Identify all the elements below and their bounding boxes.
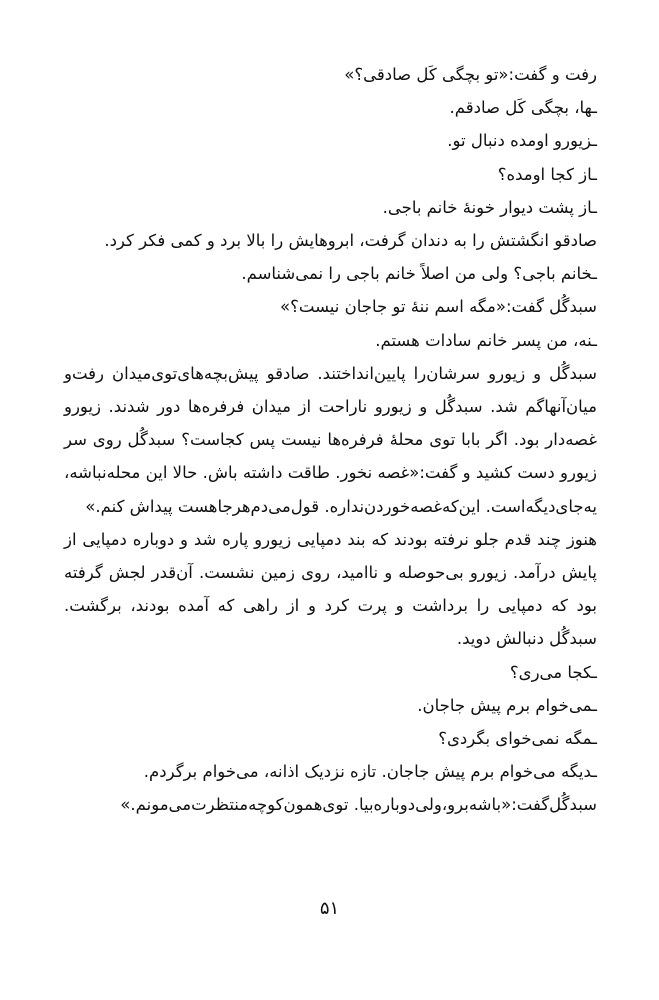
text-line: ـنه، من پسر خانم سادات هستم. [375, 330, 597, 350]
text-line: ـها، بچگی کَل صادقم. [449, 98, 597, 118]
paragraph: سبدگُل و زیورو سرشان‌را پایین‌انداختند. صادقو پیش‌بچه‌های‌توی‌میدان رفت‌و میان‌آنها‌گم شد. سبدگُل و زیورو ناراحت از میدان فرفره‌ها دور شدند. زیورو غصه‌دار بود. اگر بابا توی محلهٔ فرفره‌ها نیست پس کجاست؟ سبدگُل روی سر زیورو دست کشید و گفت:«غصه نخور. طاقت داشته باش. حالا این محله‌نباشه، یه‌جای‌دیگه‌است. این‌که‌غصه‌خوردن‌نداره. قول‌می‌دم‌هرجاهست پیداش کنم.» [64, 363, 597, 516]
page-number: ۵۱ [319, 898, 340, 919]
text-line: سبدگُل‌گفت:«باشه‌برو،ولی‌دوباره‌بیا. توی‌همون‌کوچه‌منتظرت‌می‌مونم.» [120, 795, 597, 815]
text-line: ـزیورو اومده دنبال تو. [447, 131, 597, 151]
text-line: ـکجا می‌ری؟ [509, 662, 597, 682]
text-line: ـخانم باجی؟ ولی من اصلاً خانم باجی را نمی‌شناسم. [241, 264, 597, 284]
text-line: سبدگُل گفت:«مگه اسم ننهٔ تو جاجان نیست؟» [280, 297, 597, 317]
text-line: ـدیگه می‌خوام برم پیش جاجان. تازه نزدیک اذانه، می‌خوام برگردم. [143, 762, 597, 782]
text-line: ـاز پشت دیوار خونهٔ خانم باجی. [382, 197, 597, 217]
text-line: صادقو انگشتش را به دندان گرفت، ابروهایش را بالا برد و کمی فکر کرد. [104, 231, 597, 251]
paragraph: هنوز چند قدم جلو نرفته بودند که بند دمپایی زیورو پاره شد و دوباره دمپایی از پایش درآمد. زیورو بی‌حوصله و ناامید، روی زمین نشست. آن‌قدر لجش گرفته بود که دمپایی را برداشت و پرت کرد و از راهی که آمده بودند، برگشت. سبدگُل دنبالش دوید. [64, 529, 597, 649]
text-line: ـمی‌خوام برم پیش جاجان. [417, 695, 597, 715]
text-line: رفت و گفت:«تو بچگی کَل صادقی؟» [344, 65, 597, 84]
text-line: ـمگه نمی‌خوای بگردی؟ [438, 729, 597, 749]
page-text [64, 58, 597, 822]
text-line: ـاز کجا اومده؟ [497, 164, 597, 184]
